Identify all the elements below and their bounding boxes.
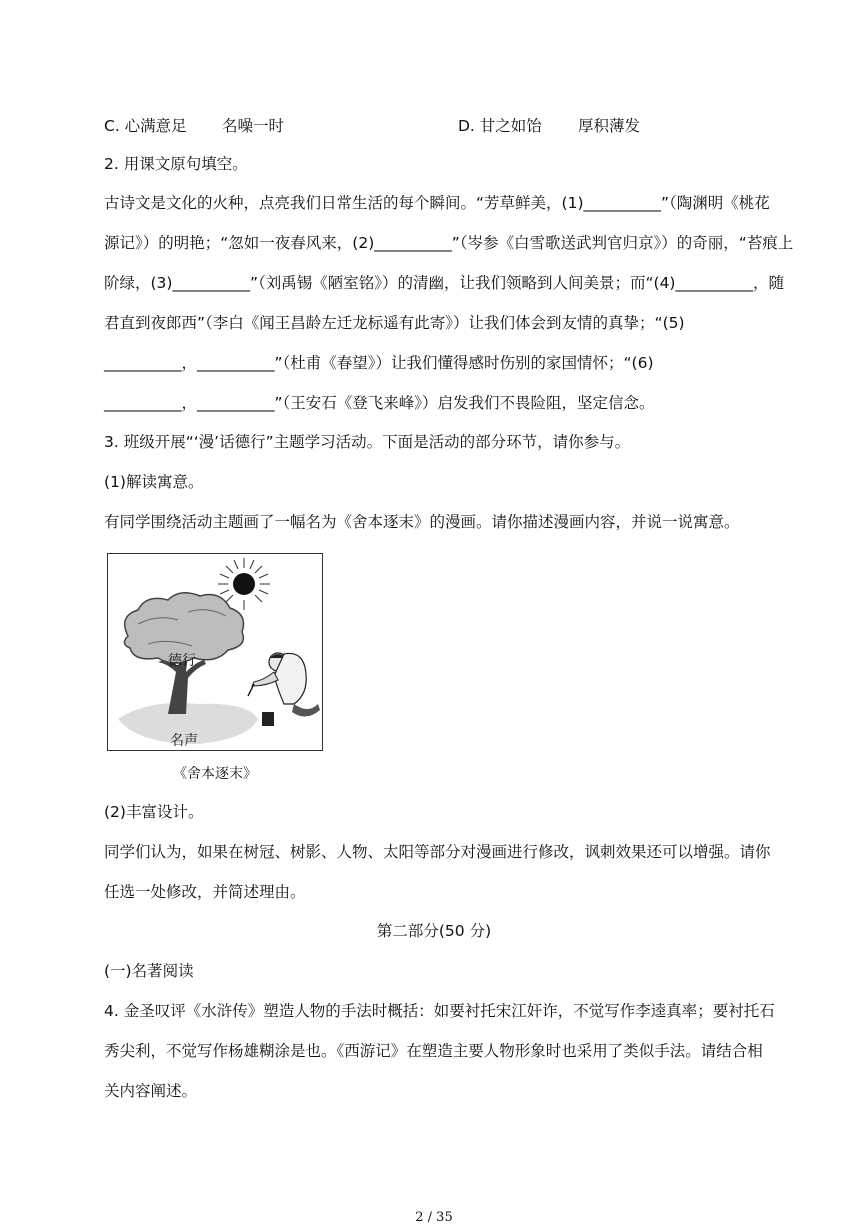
page-number: 2 / 35 xyxy=(415,1210,453,1225)
figure-caption: 《舍本逐末》 xyxy=(173,766,257,782)
person-figure xyxy=(248,653,320,726)
question-2-line: __________，__________”（杜甫《春望》）让我们懂得感时伤别的家国情怀；“(6) xyxy=(104,354,654,372)
section-heading: (一)名著阅读 xyxy=(104,962,194,980)
question-2-line: 源记》）的明艳；“忽如一夜春风来，(2)__________”（岑参《白雪歌送武判官归京》）的奇丽，“苔痕上 xyxy=(104,234,794,252)
question-2-line: __________，__________”（王安石《登飞来峰》）启发我们不畏险阻，坚定信念。 xyxy=(104,394,655,412)
question-2-line: 君直到夜郎西”（李白《闻王昌龄左迁龙标遥有此寄》）让我们体会到友情的真挚；“(5) xyxy=(104,314,685,332)
crown-label: 德行 xyxy=(168,653,196,669)
question-2-line: 古诗文是文化的火种，点亮我们日常生活的每个瞬间。“芳草鲜美，(1)__________”（陶渊明《桃花 xyxy=(104,194,770,212)
question-3-sub2-line: 同学们认为，如果在树冠、树影、人物、太阳等部分对漫画进行修改，讽刺效果还可以增强。请你 xyxy=(104,843,771,861)
option-d-label: D. 甘之如饴 xyxy=(458,117,542,135)
question-4-line: 关内容阐述。 xyxy=(104,1082,198,1100)
question-3-sub2: (2)丰富设计。 xyxy=(104,803,204,821)
cartoon-illustration xyxy=(108,554,323,751)
question-3-sub1: (1)解读寓意。 xyxy=(104,473,204,491)
option-c-label: C. 心满意足 xyxy=(104,117,187,135)
option-d-word2: 厚积薄发 xyxy=(578,117,641,135)
cartoon-figure xyxy=(107,553,323,751)
question-2-line: 阶绿，(3)__________”（刘禹锡《陋室铭》）的清幽，让我们领略到人间美景；而“(4)__________，随 xyxy=(104,274,784,292)
paint-bucket xyxy=(262,712,274,726)
question-3-title: 3. 班级开展“‘漫’话德行”主题学习活动。下面是活动的部分环节，请你参与。 xyxy=(104,433,631,451)
question-4-line: 4. 金圣叹评《水浒传》塑造人物的手法时概括：如要衬托宋江奸诈，不觉写作李逵真率；要衬托石 xyxy=(104,1002,775,1020)
shadow-label: 名声 xyxy=(170,733,198,749)
question-4-line: 秀尖利，不觉写作杨雄糊涂是也。《西游记》在塑造主要人物形象时也采用了类似手法。请结合相 xyxy=(104,1042,763,1060)
part-2-heading: 第二部分(50 分) xyxy=(376,922,492,940)
question-2-title: 2. 用课文原句填空。 xyxy=(104,155,248,173)
question-3-sub1-text: 有同学围绕活动主题画了一幅名为《舍本逐末》的漫画。请你描述漫画内容，并说一说寓意。 xyxy=(104,513,740,531)
option-c-word2: 名噪一时 xyxy=(222,117,285,135)
question-3-sub2-line: 任选一处修改，并简述理由。 xyxy=(104,883,306,901)
